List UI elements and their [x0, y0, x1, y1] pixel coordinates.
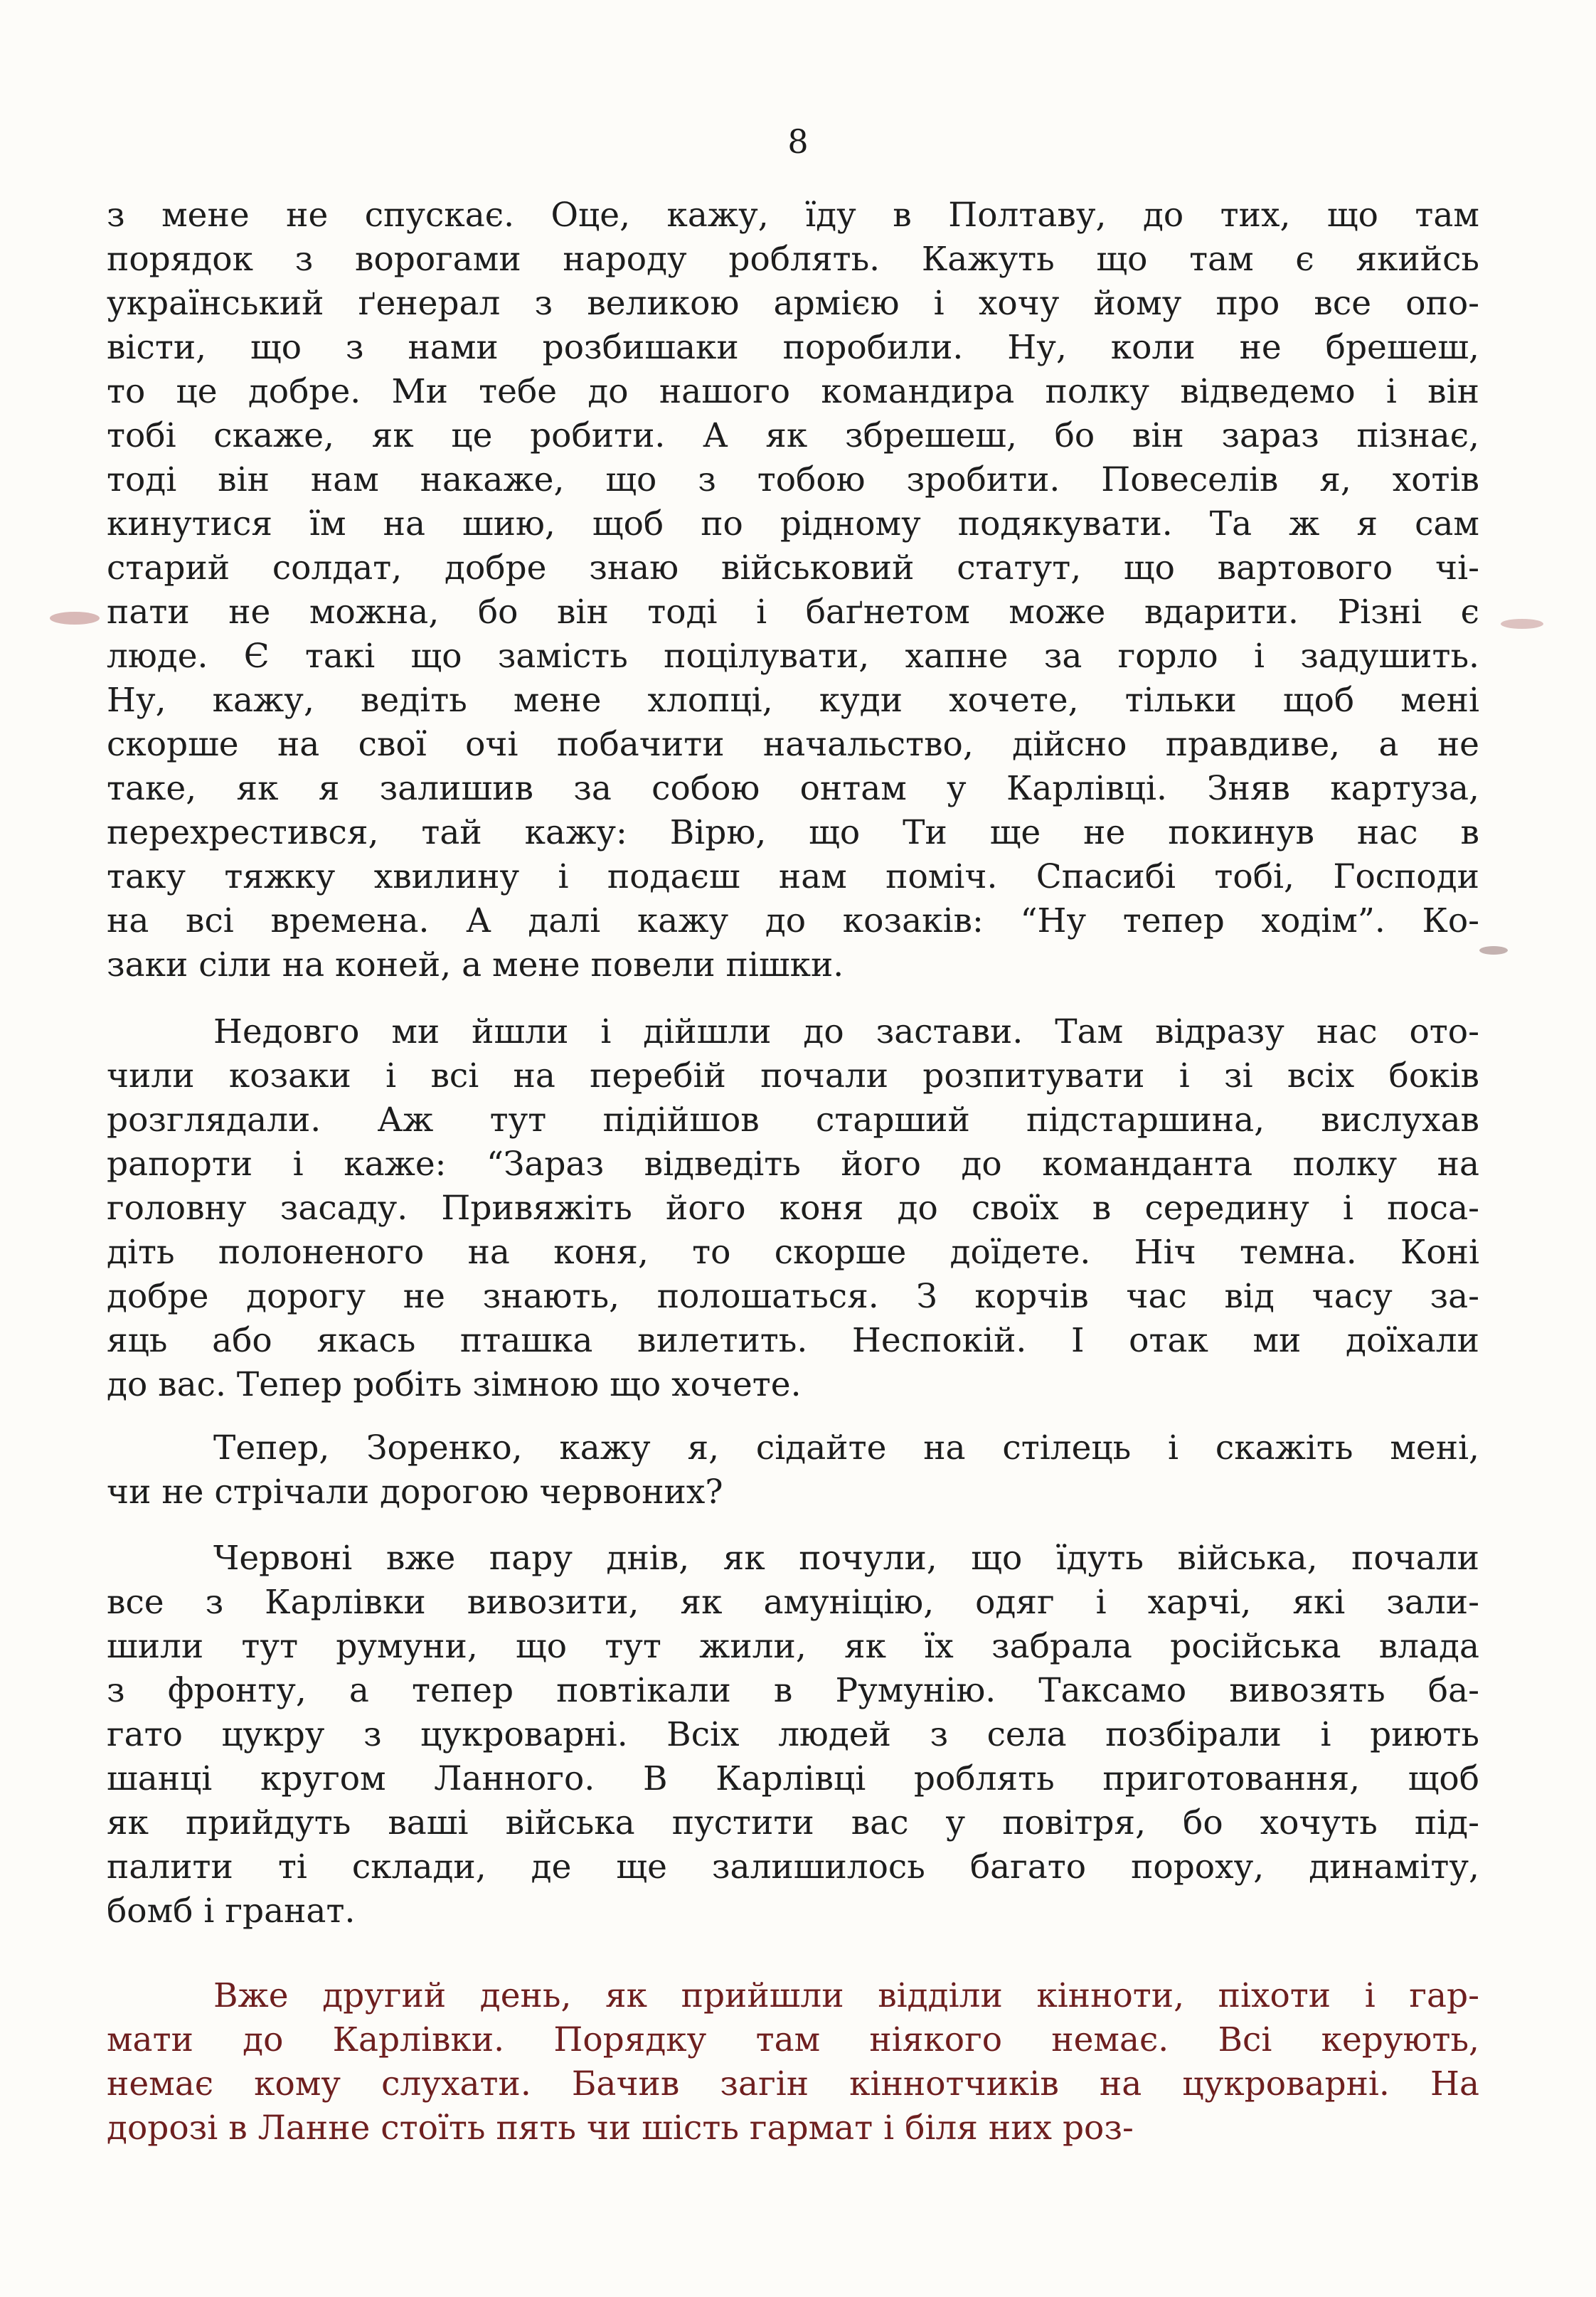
text-line: немає кому слухати. Бачив загін кіннотчиків на цукроварні. На	[107, 2064, 1479, 2104]
text-line: дорозі в Ланне стоїть пять чи шість гармат і біля них роз-	[107, 2108, 1134, 2148]
text-line: палити ті склади, де ще залишилось багато пороху, динаміту,	[107, 1847, 1479, 1887]
text-line: як прийдуть ваші війська пустити вас у повітря, бо хочуть під-	[107, 1803, 1479, 1842]
page-number: 8	[787, 122, 809, 161]
ink-stain	[50, 612, 100, 625]
text-line: все з Карлівки вивозити, як амуніцію, одяг і харчі, які зали-	[107, 1583, 1479, 1622]
text-line: чили козаки і всі на перебій почали розпитувати і зі всіх боків	[107, 1056, 1479, 1096]
text-line: Червоні вже пару днів, як почули, що їдуть війська, почали	[213, 1539, 1479, 1578]
text-line: то це добре. Ми тебе до нашого командира полку відведемо і він	[107, 372, 1479, 411]
paragraph-5	[107, 1974, 1479, 2150]
text-line: діть полоненого на коня, то скорше доїдете. Ніч темна. Коні	[107, 1233, 1479, 1272]
ink-stain	[1501, 619, 1543, 629]
text-line: таке, як я залишив за собою онтам у Карлівці. Зняв картуза,	[107, 769, 1479, 808]
text-line: на всі времена. А далі кажу до козаків: “Ну тепер ходім”. Ко-	[107, 901, 1479, 940]
text-line: кинутися їм на шию, щоб по рідному подякувати. Та ж я сам	[107, 504, 1479, 543]
text-line: перехрестився, тай кажу: Вірю, що Ти ще не покинув нас в	[107, 813, 1479, 852]
text-line: до вас. Тепер робіть зімною що хочете.	[107, 1365, 802, 1404]
text-line: добре дорогу не знають, полошаться. З корчів час від часу за-	[107, 1277, 1479, 1316]
paragraph-1	[107, 193, 1479, 987]
text-line: бомб і гранат.	[107, 1892, 356, 1931]
paragraph-2	[107, 1010, 1479, 1407]
text-line: шили тут румуни, що тут жили, як їх забрала російська влада	[107, 1627, 1479, 1666]
text-line: пати не можна, бо він тоді і баґнетом може вдарити. Різні є	[107, 593, 1479, 632]
text-line: заки сіли на коней, а мене повели пішки.	[107, 945, 844, 985]
text-line: порядок з ворогами народу роблять. Кажуть що там є якийсь	[107, 240, 1479, 279]
paragraph-3	[107, 1426, 1479, 1514]
text-line: мати до Карлівки. Порядку там ніякого немає. Всі керують,	[107, 2020, 1479, 2059]
text-line: яць або якась пташка вилетить. Неспокій. І отак ми доїхали	[107, 1321, 1479, 1360]
text-line: головну засаду. Привяжіть його коня до своїх в середину і поса-	[107, 1189, 1479, 1228]
paragraph-4	[107, 1537, 1479, 1933]
text-line: Тепер, Зоренко, кажу я, сідайте на стілець і скажіть мені,	[213, 1428, 1479, 1468]
text-line: розглядали. Аж тут підійшов старший підстаршина, вислухав	[107, 1100, 1479, 1140]
text-line: люде. Є такі що замість поцілувати, хапне за горло і задушить.	[107, 637, 1479, 676]
text-line: тобі скаже, як це робити. А як збрешеш, бо він зараз пізнає,	[107, 416, 1479, 455]
text-line: український ґенерал з великою армією і хочу йому про все опо-	[107, 284, 1479, 323]
text-line: гато цукру з цукроварні. Всіх людей з села позбірали і риють	[107, 1715, 1479, 1754]
text-line: старий солдат, добре знаю військовий статут, що вартового чі-	[107, 548, 1479, 588]
text-line: рапорти і каже: “Зараз відведіть його до команданта полку на	[107, 1145, 1479, 1184]
text-line: таку тяжку хвилину і подаєш нам поміч. Спасибі тобі, Господи	[107, 857, 1479, 896]
text-line: шанці кругом Ланного. В Карлівці роблять приготовання, щоб	[107, 1759, 1479, 1798]
ink-stain	[1479, 946, 1508, 955]
text-line: скорше на свої очі побачити начальство, дійсно правдиве, а не	[107, 725, 1479, 764]
text-line: з фронту, а тепер повтікали в Румунію. Таксамо вивозять ба-	[107, 1671, 1479, 1710]
text-line: Недовго ми йшли і дійшли до застави. Там відразу нас ото-	[213, 1012, 1479, 1051]
text-line: з мене не спускає. Оце, кажу, їду в Полтаву, до тих, що там	[107, 196, 1479, 235]
text-line: Вже другий день, як прийшли відділи кінноти, піхоти і гар-	[213, 1976, 1479, 2015]
text-line: вісти, що з нами розбишаки поробили. Ну, коли не брешеш,	[107, 328, 1479, 367]
text-line: Ну, кажу, ведіть мене хлопці, куди хочете, тільки щоб мені	[107, 681, 1479, 720]
text-line: чи не стрічали дорогою червоних?	[107, 1473, 723, 1512]
text-line: тоді він нам накаже, що з тобою зробити. Повеселів я, хотів	[107, 460, 1479, 499]
